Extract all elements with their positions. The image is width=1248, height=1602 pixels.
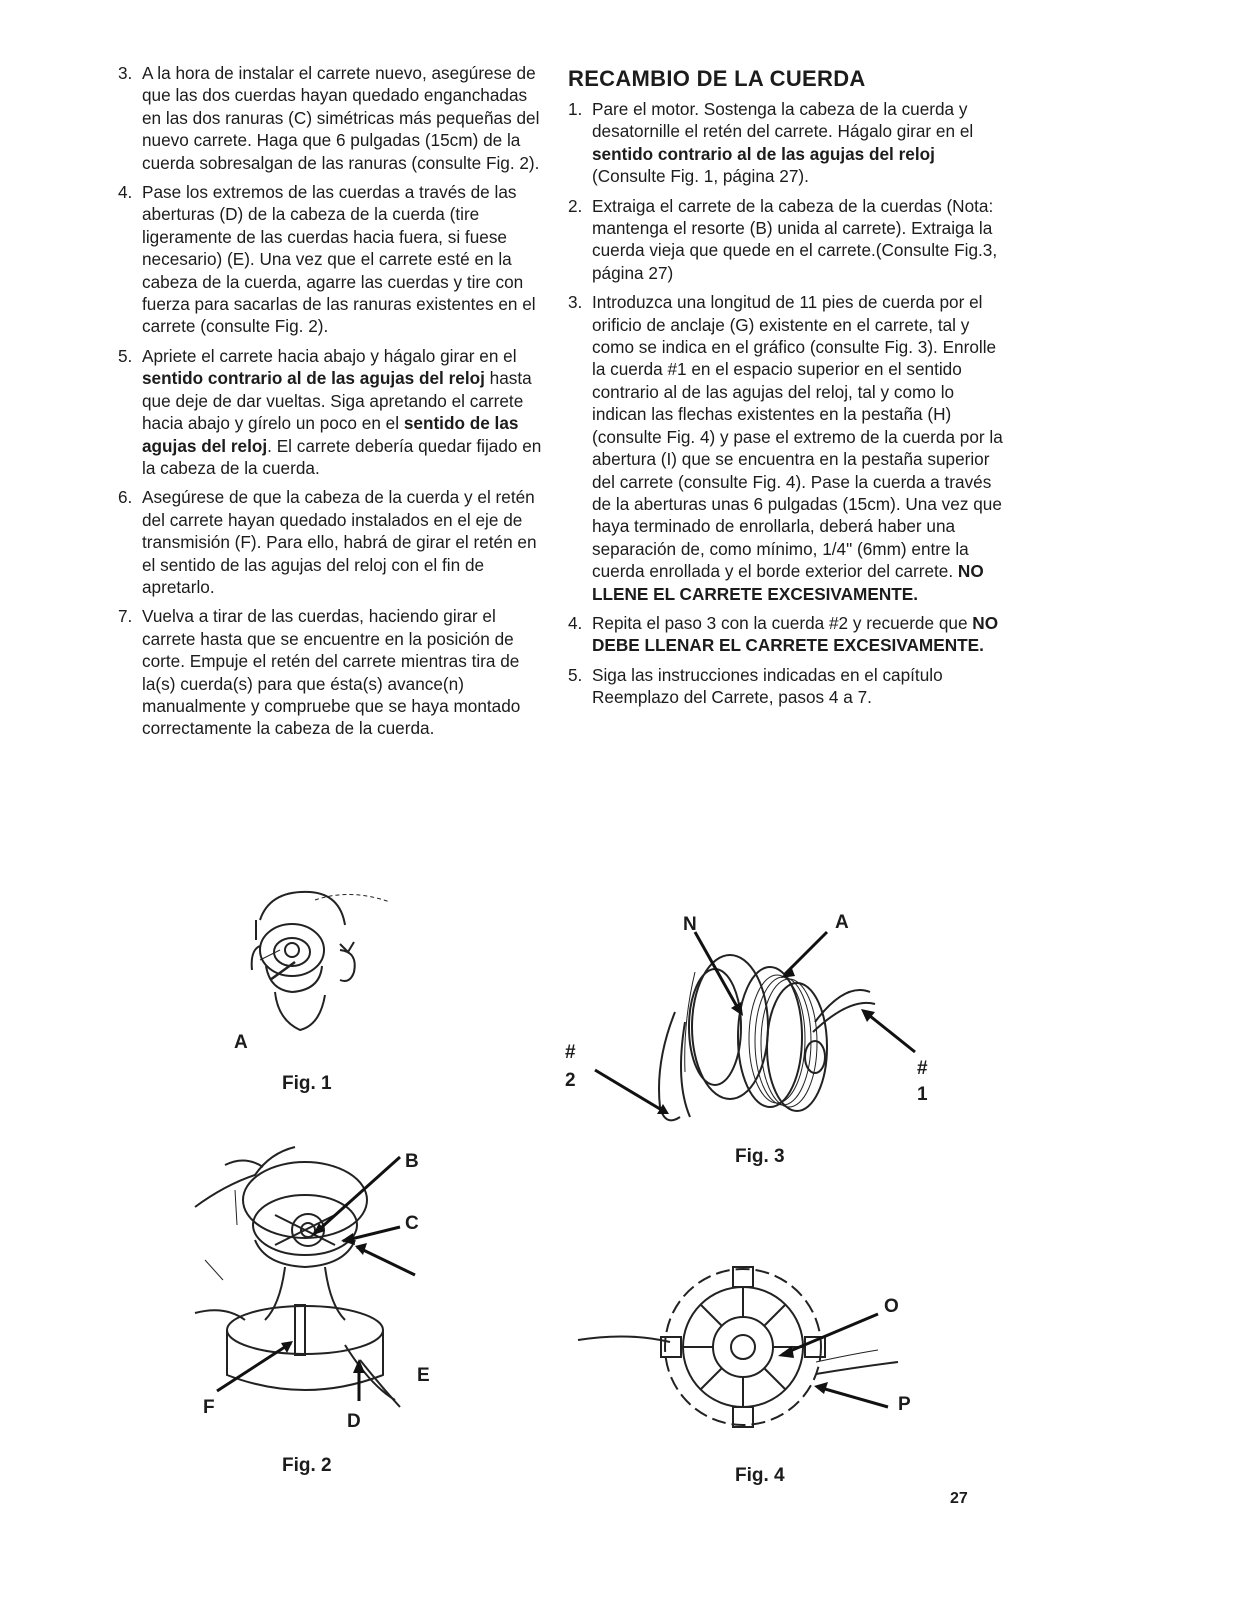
step-text: . El carrete debería quedar fijado en la cabeza de la cuerda.: [142, 435, 542, 478]
list-item: [568, 98, 1008, 188]
step-text: (Consulte Fig. 1, página 27).: [592, 166, 809, 187]
fig2-label-f: F: [203, 1397, 215, 1418]
step-text: Extraiga el carrete de la cabeza de la cuerdas (Nota: mantenga el resorte (B) unida al carrete). Extraiga la cuerda vieja que quede en el carrete.(Consulte Fig.3, página 27): [592, 195, 998, 283]
fig2-caption: Fig. 2: [282, 1455, 332, 1476]
fig4-label-p: P: [898, 1394, 911, 1415]
step-text: hasta que deje de dar vueltas. Siga apretando el carrete hacia abajo y gírelo un poco en el: [142, 368, 532, 434]
fig3-label-hash2: #: [565, 1042, 576, 1063]
fig3-label-n: N: [683, 914, 697, 935]
step-text: Pare el motor. Sostenga la cabeza de la cuerda y desatornille el retén del carrete. Hágalo girar en el: [592, 99, 974, 142]
fig2-label-e: E: [417, 1365, 430, 1386]
fig3-label-two: 2: [565, 1070, 576, 1091]
fig1-label-a: A: [234, 1032, 248, 1053]
step-number: 6.: [118, 487, 133, 508]
step-bold-text: NO DEBE LLENAR EL CARRETE EXCESIVAMENTE.: [592, 612, 999, 656]
figure-4: [578, 1262, 928, 1442]
right-steps-list: [568, 98, 1008, 709]
step-number: 7.: [118, 606, 133, 627]
list-item: [118, 62, 546, 174]
step-text: Repita el paso 3 con la cuerda #2 y recuerde que: [592, 612, 973, 633]
list-item: [568, 291, 1008, 605]
fig3-label-one: 1: [917, 1084, 928, 1105]
fig2-illustration: [195, 1145, 445, 1415]
step-text: Apriete el carrete hacia abajo y hágalo girar en el: [142, 345, 517, 366]
step-text: Vuelva a tirar de las cuerdas, haciendo girar el carrete hasta que se encuentre en la posición de corte. Empuje el retén del carrete mientras tira de la(s) cuerda(s) para que ésta(s) avance(n) manualmente y compruebe que se haya montado correctamente la cabeza de la cuerda.: [142, 606, 521, 739]
section-heading: RECAMBIO DE LA CUERDA: [568, 66, 866, 91]
fig2-label-b: B: [405, 1151, 419, 1172]
fig4-caption: Fig. 4: [735, 1465, 785, 1486]
fig3-label-a: A: [835, 912, 849, 933]
figure-3: [565, 912, 945, 1132]
list-item: [118, 345, 546, 479]
list-item: [118, 605, 546, 739]
fig4-illustration: [578, 1262, 928, 1442]
list-item: [568, 612, 1008, 657]
step-number: 5.: [568, 664, 583, 685]
figure-2: [195, 1145, 445, 1432]
figure-1: [230, 880, 410, 1053]
list-item: [118, 181, 546, 338]
fig2-label-c: C: [405, 1213, 419, 1234]
fig3-label-hash1: #: [917, 1058, 928, 1079]
left-steps-list: [118, 62, 546, 740]
step-number: 2.: [568, 195, 583, 216]
fig3-illustration: [565, 912, 945, 1132]
list-item: [118, 486, 546, 598]
fig4-label-o: O: [884, 1296, 899, 1317]
step-text: Asegúrese de que la cabeza de la cuerda y el retén del carrete hayan quedado instalados en el eje de transmisión (F). Para ello, habrá de girar el retén en el sentido de las agujas del reloj con el fin de apretarlo.: [142, 487, 537, 597]
step-number: 3.: [568, 292, 583, 313]
page-number: 27: [950, 1490, 968, 1507]
fig1-illustration: [230, 880, 410, 1040]
fig1-caption: Fig. 1: [282, 1073, 332, 1094]
step-bold-text: sentido de las agujas del reloj: [142, 413, 519, 456]
step-bold-text: NO LLENE EL CARRETE EXCESIVAMENTE.: [592, 561, 984, 604]
step-bold-text: sentido contrario al de las agujas del reloj: [592, 143, 935, 164]
fig2-label-d: D: [347, 1411, 361, 1432]
step-number: 1.: [568, 99, 583, 119]
step-number: 4.: [568, 612, 583, 633]
left-column: [118, 62, 546, 747]
list-item: [568, 195, 1008, 285]
right-column: [568, 62, 1008, 716]
step-number: 3.: [118, 63, 133, 83]
step-text: Pase los extremos de las cuerdas a través de las aberturas (D) de la cabeza de la cuerda (tire ligeramente de las cuerdas hacia fuera, si fuese necesario) (E). Una vez que el carrete esté en la cabeza de la cuerda, agarre las cuerdas y tire con fuerza para sacarlas de las ranuras existentes en el carrete (consulte Fig. 2).: [142, 182, 536, 337]
step-number: 4.: [118, 182, 133, 203]
list-item: [568, 664, 1008, 709]
step-text: A la hora de instalar el carrete nuevo, asegúrese de que las dos cuerdas hayan quedado enganchadas en las dos ranuras (C) simétricas más pequeñas del nuevo carrete. Haga que 6 pulgadas (15cm) de la cuerda sobresalgan de las ranuras (consulte Fig. 2).: [142, 63, 540, 173]
step-bold-text: sentido contrario al de las agujas del reloj: [142, 368, 485, 389]
step-text: Introduzca una longitud de 11 pies de cuerda por el orificio de anclaje (G) existente en el carrete, tal y como se indica en el gráfico (consulte Fig. 3). Enrolle la cuerda #1 en el espacio superior en el sentido contrario al de las agujas del reloj, tal y como lo indican las flechas existentes en la pestaña (H) (consulte Fig. 4) y pase el extremo de la cuerda por la abertura (I) que se encuentra en la pestaña superior del carrete (consulte Fig. 4). Pase la cuerda a través de la aberturas unas 6 pulgadas (15cm). Una vez que haya terminado de enrollarla, deberá haber una separación de, como mínimo, 1/4" (6mm) entre la cuerda enrollada y el borde exterior del carrete.: [592, 292, 1003, 582]
step-text: Siga las instrucciones indicadas en el capítulo Reemplazo del Carrete, pasos 4 a 7.: [592, 664, 943, 708]
step-number: 5.: [118, 345, 133, 366]
fig3-caption: Fig. 3: [735, 1146, 785, 1167]
